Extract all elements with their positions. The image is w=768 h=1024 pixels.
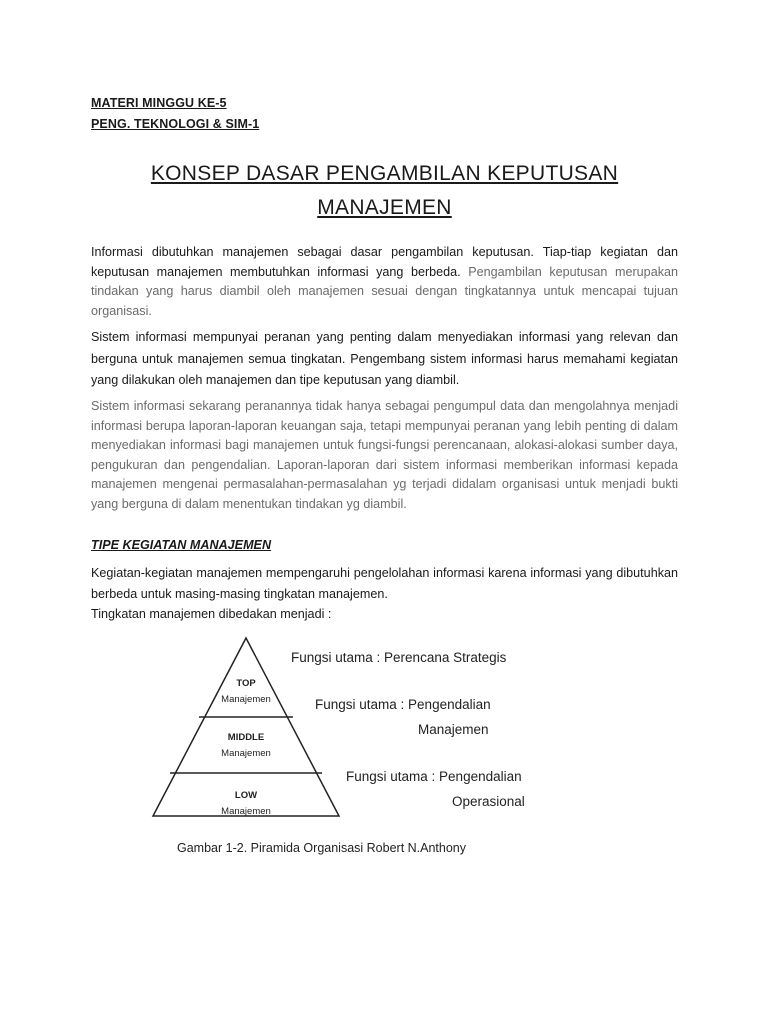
title-line-2: MANAJEMEN <box>317 196 452 219</box>
level-top-name: TOP <box>236 678 256 689</box>
level-middle-function-cont: Manajemen <box>418 722 489 737</box>
level-middle-sub: Manajemen <box>221 748 271 759</box>
paragraph-1 <box>91 243 678 321</box>
level-low-name: LOW <box>234 790 258 801</box>
paragraph-3: Sistem informasi sekarang peranannya tidak hanya sebagai pengumpul data dan mengolahnya menjadi informasi berupa laporan-laporan keuangan saja, tetapi mempunyai peranan yang lebih penting di dalam menyediakan informasi bagi manajemen untuk fungsi-fungsi perencanaan, alokasi-alokasi sumber daya, pengukuran dan pengendalian. Laporan-laporan dari sistem informasi memberikan informasi kepada manajemen mengenai permasalahan-permasalahan yg terjadi didalam organisasi untuk menjadi bukti yang berguna di dalam menentukan tindakan yg diambil. <box>91 399 678 511</box>
level-top-sub: Manajemen <box>221 694 271 705</box>
header-line-1: MATERI MINGGU KE-5 <box>91 96 227 110</box>
level-middle-name: MIDDLE <box>227 732 265 743</box>
header-line-2: PENG. TEKNOLOGI & SIM-1 <box>91 117 260 131</box>
paragraph-4: Kegiatan-kegiatan manajemen mempengaruhi pengelolahan informasi karena informasi yang dibutuhkan berbeda untuk masing-masing tingkatan manajemen. <box>91 566 678 601</box>
level-middle-function: Fungsi utama : Pengendalian <box>315 697 491 712</box>
pyramid-figure <box>150 636 570 866</box>
paragraph-5: Tingkatan manajemen dibedakan menjadi : <box>91 607 332 621</box>
page-title <box>91 157 678 225</box>
paragraph-1-dark: Informasi dibutuhkan manajemen sebagai dasar pengambilan keputusan. Tiap-tiap kegiatan dan keputusan manajemen membutuhkan informasi yang berbeda. <box>91 245 678 279</box>
level-low-sub: Manajemen <box>221 806 271 817</box>
level-low-function: Fungsi utama : Pengendalian <box>346 769 522 784</box>
section-heading: TIPE KEGIATAN MANAJEMEN <box>91 538 272 552</box>
paragraph-1-gray: Pengambilan keputusan merupakan tindakan yang harus diambil oleh manajemen sesuai dengan tingkatannya untuk mencapai tujuan organisasi. <box>91 264 678 318</box>
level-top-function: Fungsi utama : Perencana Strategis <box>291 650 507 665</box>
paragraph-2: Sistem informasi mempunyai peranan yang penting dalam menyediakan informasi yang relevan dan berguna untuk manajemen semua tingkatan. Pengembang sistem informasi harus memahami kegiatan yang dilakukan oleh manajemen dan tipe keputusan yang diambil. <box>91 330 678 387</box>
title-line-1: KONSEP DASAR PENGAMBILAN KEPUTUSAN <box>150 162 619 185</box>
figure-caption: Gambar 1-2. Piramida Organisasi Robert N.Anthony <box>177 841 467 855</box>
level-low-function-cont: Operasional <box>452 794 525 809</box>
pyramid-svg <box>150 636 570 866</box>
